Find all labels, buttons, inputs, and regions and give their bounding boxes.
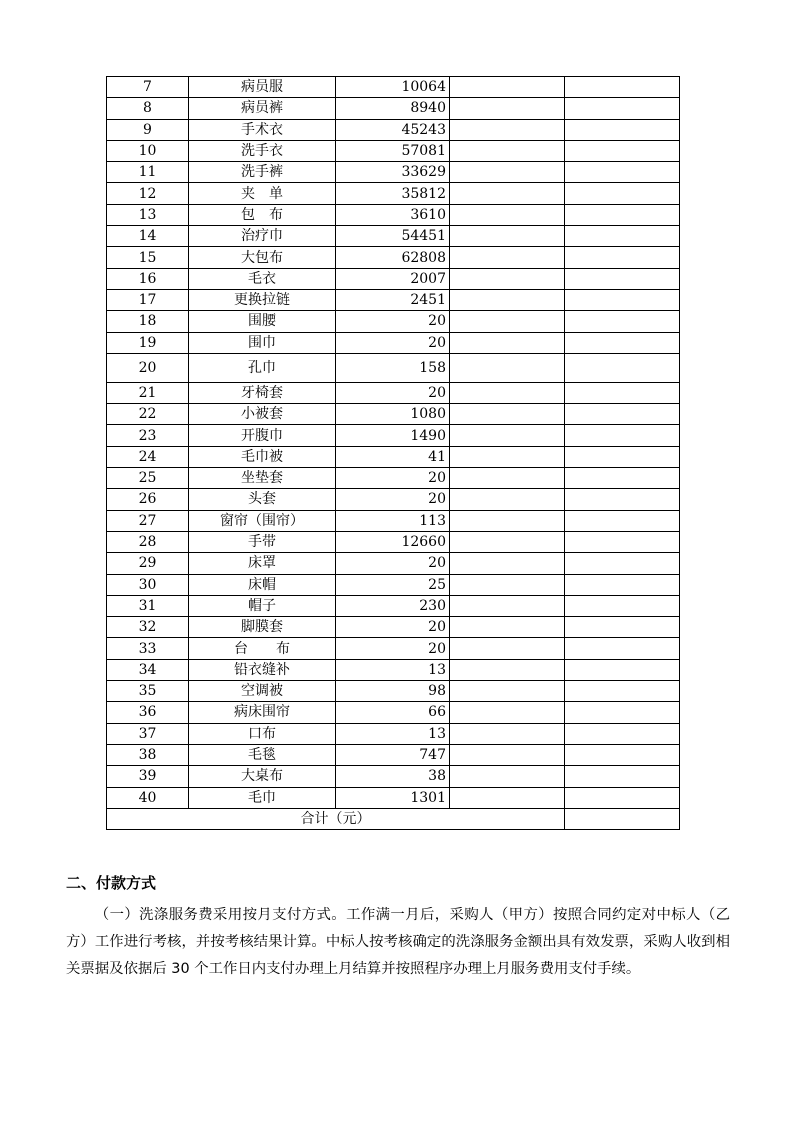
item-name: 孔巾 <box>189 353 336 382</box>
empty-cell <box>565 311 680 332</box>
item-name: 口布 <box>189 723 336 744</box>
item-name: 更换拉链 <box>189 289 336 310</box>
item-name: 毛衣 <box>189 268 336 289</box>
empty-cell <box>565 332 680 353</box>
item-quantity: 66 <box>336 702 450 723</box>
item-quantity: 1301 <box>336 787 450 808</box>
table-row <box>107 404 680 425</box>
empty-cell <box>450 574 565 595</box>
item-quantity: 2451 <box>336 289 450 310</box>
item-name: 病员裤 <box>189 98 336 119</box>
row-number: 10 <box>107 140 189 161</box>
row-number: 12 <box>107 183 189 204</box>
item-quantity: 13 <box>336 659 450 680</box>
empty-cell <box>450 226 565 247</box>
item-quantity: 20 <box>336 311 450 332</box>
table-row <box>107 140 680 161</box>
table-body <box>107 77 680 809</box>
table-row <box>107 382 680 403</box>
empty-cell <box>565 446 680 467</box>
table-row <box>107 446 680 467</box>
empty-cell <box>565 468 680 489</box>
item-quantity: 25 <box>336 574 450 595</box>
item-quantity: 20 <box>336 382 450 403</box>
item-name: 窗帘（围帘） <box>189 510 336 531</box>
empty-cell <box>565 425 680 446</box>
table-row <box>107 574 680 595</box>
empty-cell <box>565 744 680 765</box>
table-row <box>107 247 680 268</box>
total-label: 合计（元） <box>107 808 565 829</box>
row-number: 26 <box>107 489 189 510</box>
item-quantity: 1080 <box>336 404 450 425</box>
table-row <box>107 723 680 744</box>
row-number: 33 <box>107 638 189 659</box>
empty-cell <box>450 595 565 616</box>
table-row <box>107 311 680 332</box>
table-row <box>107 77 680 98</box>
empty-cell <box>565 531 680 552</box>
empty-cell <box>565 766 680 787</box>
item-name: 空调被 <box>189 681 336 702</box>
empty-cell <box>565 353 680 382</box>
item-quantity: 20 <box>336 617 450 638</box>
empty-cell <box>565 140 680 161</box>
empty-cell <box>450 162 565 183</box>
row-number: 20 <box>107 353 189 382</box>
row-number: 28 <box>107 531 189 552</box>
row-number: 34 <box>107 659 189 680</box>
empty-cell <box>450 489 565 510</box>
empty-cell <box>450 659 565 680</box>
item-quantity: 20 <box>336 332 450 353</box>
table-row <box>107 638 680 659</box>
item-name: 开腹巾 <box>189 425 336 446</box>
row-number: 32 <box>107 617 189 638</box>
row-number: 35 <box>107 681 189 702</box>
empty-cell <box>450 98 565 119</box>
item-name: 包 布 <box>189 204 336 225</box>
total-value-cell <box>565 808 680 829</box>
item-quantity: 747 <box>336 744 450 765</box>
empty-cell <box>450 723 565 744</box>
table-row <box>107 489 680 510</box>
laundry-items-table <box>106 76 680 830</box>
item-quantity: 20 <box>336 489 450 510</box>
empty-cell <box>450 289 565 310</box>
item-name: 病员服 <box>189 77 336 98</box>
table-row <box>107 119 680 140</box>
payment-paragraph: （一）洗涤服务费采用按月支付方式。工作满一月后，采购人（甲方）按照合同约定对中标人（乙方）工作进行考核，并按考核结果计算。中标人按考核确定的洗涤服务金额出具有效发票，采购人收到相关票据及依据后 30 个工作日内支付办理上月结算并按照程序办理上月服务费用支付手续。 <box>66 907 730 977</box>
empty-cell <box>450 119 565 140</box>
item-quantity: 2007 <box>336 268 450 289</box>
empty-cell <box>565 553 680 574</box>
row-number: 16 <box>107 268 189 289</box>
empty-cell <box>450 787 565 808</box>
row-number: 22 <box>107 404 189 425</box>
table-row <box>107 425 680 446</box>
empty-cell <box>450 247 565 268</box>
row-number: 24 <box>107 446 189 467</box>
empty-cell <box>565 681 680 702</box>
empty-cell <box>450 353 565 382</box>
item-quantity: 41 <box>336 446 450 467</box>
empty-cell <box>565 787 680 808</box>
item-quantity: 45243 <box>336 119 450 140</box>
row-number: 9 <box>107 119 189 140</box>
empty-cell <box>565 98 680 119</box>
item-name: 围腰 <box>189 311 336 332</box>
row-number: 38 <box>107 744 189 765</box>
table-row <box>107 268 680 289</box>
item-quantity: 158 <box>336 353 450 382</box>
item-name: 夹 单 <box>189 183 336 204</box>
empty-cell <box>565 574 680 595</box>
row-number: 36 <box>107 702 189 723</box>
item-name: 毛巾被 <box>189 446 336 467</box>
item-quantity: 38 <box>336 766 450 787</box>
item-quantity: 20 <box>336 468 450 489</box>
row-number: 21 <box>107 382 189 403</box>
table-row <box>107 226 680 247</box>
item-name: 手带 <box>189 531 336 552</box>
row-number: 40 <box>107 787 189 808</box>
empty-cell <box>565 638 680 659</box>
item-name: 坐垫套 <box>189 468 336 489</box>
empty-cell <box>450 468 565 489</box>
empty-cell <box>450 702 565 723</box>
empty-cell <box>450 681 565 702</box>
table-row <box>107 510 680 531</box>
empty-cell <box>450 311 565 332</box>
item-name: 台 布 <box>189 638 336 659</box>
table-row <box>107 332 680 353</box>
empty-cell <box>450 553 565 574</box>
item-name: 手术衣 <box>189 119 336 140</box>
row-number: 18 <box>107 311 189 332</box>
item-name: 大桌布 <box>189 766 336 787</box>
empty-cell <box>450 531 565 552</box>
row-number: 37 <box>107 723 189 744</box>
row-number: 11 <box>107 162 189 183</box>
item-quantity: 113 <box>336 510 450 531</box>
empty-cell <box>565 702 680 723</box>
item-name: 治疗巾 <box>189 226 336 247</box>
item-name: 洗手裤 <box>189 162 336 183</box>
table-row <box>107 681 680 702</box>
item-quantity: 230 <box>336 595 450 616</box>
empty-cell <box>565 404 680 425</box>
empty-cell <box>450 140 565 161</box>
item-name: 脚膜套 <box>189 617 336 638</box>
item-quantity: 8940 <box>336 98 450 119</box>
empty-cell <box>565 595 680 616</box>
empty-cell <box>565 77 680 98</box>
table-row <box>107 468 680 489</box>
row-number: 31 <box>107 595 189 616</box>
table-row <box>107 98 680 119</box>
empty-cell <box>565 723 680 744</box>
table-row <box>107 553 680 574</box>
empty-cell <box>450 204 565 225</box>
row-number: 23 <box>107 425 189 446</box>
item-name: 帽子 <box>189 595 336 616</box>
item-name: 头套 <box>189 489 336 510</box>
empty-cell <box>450 332 565 353</box>
table-row <box>107 204 680 225</box>
row-number: 15 <box>107 247 189 268</box>
row-number: 19 <box>107 332 189 353</box>
empty-cell <box>565 659 680 680</box>
empty-cell <box>565 617 680 638</box>
table-row <box>107 702 680 723</box>
item-name: 病床围帘 <box>189 702 336 723</box>
row-number: 7 <box>107 77 189 98</box>
empty-cell <box>565 162 680 183</box>
item-name: 小被套 <box>189 404 336 425</box>
row-number: 29 <box>107 553 189 574</box>
item-name: 毛巾 <box>189 787 336 808</box>
item-quantity: 33629 <box>336 162 450 183</box>
table-row <box>107 659 680 680</box>
table-row <box>107 531 680 552</box>
table-row <box>107 617 680 638</box>
empty-cell <box>565 204 680 225</box>
item-quantity: 12660 <box>336 531 450 552</box>
item-name: 洗手衣 <box>189 140 336 161</box>
item-quantity: 98 <box>336 681 450 702</box>
empty-cell <box>565 119 680 140</box>
empty-cell <box>450 766 565 787</box>
empty-cell <box>565 183 680 204</box>
item-quantity: 54451 <box>336 226 450 247</box>
item-quantity: 13 <box>336 723 450 744</box>
section-heading: 二、付款方式 <box>66 874 157 892</box>
item-quantity: 1490 <box>336 425 450 446</box>
total-row <box>107 808 680 829</box>
table-row <box>107 162 680 183</box>
empty-cell <box>450 446 565 467</box>
empty-cell <box>450 404 565 425</box>
item-quantity: 57081 <box>336 140 450 161</box>
empty-cell <box>450 744 565 765</box>
item-quantity: 62808 <box>336 247 450 268</box>
item-name: 牙椅套 <box>189 382 336 403</box>
item-name: 大包布 <box>189 247 336 268</box>
row-number: 39 <box>107 766 189 787</box>
table-row <box>107 595 680 616</box>
empty-cell <box>450 425 565 446</box>
row-number: 30 <box>107 574 189 595</box>
table-row <box>107 183 680 204</box>
table-row <box>107 289 680 310</box>
empty-cell <box>450 183 565 204</box>
item-name: 围巾 <box>189 332 336 353</box>
empty-cell <box>450 268 565 289</box>
row-number: 17 <box>107 289 189 310</box>
empty-cell <box>565 289 680 310</box>
empty-cell <box>450 77 565 98</box>
table-row <box>107 353 680 382</box>
empty-cell <box>565 268 680 289</box>
empty-cell <box>565 247 680 268</box>
table-row <box>107 766 680 787</box>
empty-cell <box>565 382 680 403</box>
item-quantity: 3610 <box>336 204 450 225</box>
table-row <box>107 787 680 808</box>
empty-cell <box>565 510 680 531</box>
empty-cell <box>565 489 680 510</box>
empty-cell <box>450 638 565 659</box>
row-number: 25 <box>107 468 189 489</box>
item-name: 床帽 <box>189 574 336 595</box>
item-quantity: 10064 <box>336 77 450 98</box>
row-number: 27 <box>107 510 189 531</box>
item-quantity: 35812 <box>336 183 450 204</box>
empty-cell <box>450 382 565 403</box>
table-row <box>107 744 680 765</box>
empty-cell <box>565 226 680 247</box>
row-number: 8 <box>107 98 189 119</box>
empty-cell <box>450 510 565 531</box>
row-number: 13 <box>107 204 189 225</box>
empty-cell <box>450 617 565 638</box>
item-name: 铅衣缝补 <box>189 659 336 680</box>
row-number: 14 <box>107 226 189 247</box>
item-name: 床罩 <box>189 553 336 574</box>
item-name: 毛毯 <box>189 744 336 765</box>
item-quantity: 20 <box>336 638 450 659</box>
item-quantity: 20 <box>336 553 450 574</box>
